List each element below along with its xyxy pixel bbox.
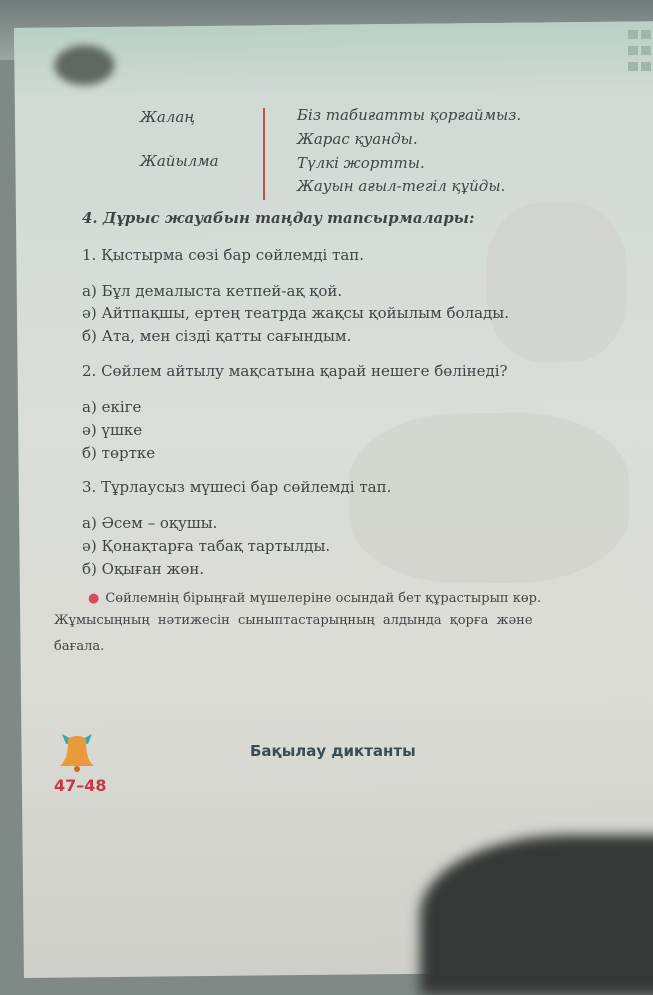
bullet-icon: ● — [88, 591, 100, 606]
lesson-number: 47–48 — [54, 776, 107, 795]
table-right-item: Түлкі жортты. — [297, 154, 425, 172]
table-left-label: Жалаң — [140, 108, 195, 126]
table-divider — [263, 108, 265, 200]
note-text: Сөйлемнің бірыңғай мүшелеріне осындай бет құрастырып көр. — [105, 591, 542, 606]
table-right-item: Жарас қуанды. — [297, 130, 418, 148]
q1-option-ae: ә) Айтпақшы, ертең театрда жақсы қойылым болады. — [82, 304, 509, 322]
q2-option-ae: ә) үшке — [82, 421, 143, 439]
q2-option-b: б) төртке — [82, 444, 156, 462]
table-right-item: Жауын ағыл-тегіл құйды. — [297, 177, 506, 195]
table-right-item: Біз табиғатты қорғаймыз. — [297, 106, 522, 124]
bell-icon — [54, 728, 100, 774]
q3-option-ae: ә) Қонақтарға табақ тартылды. — [82, 537, 331, 555]
question-1: 1. Қыстырма сөзі бар сөйлемді тап. — [82, 246, 365, 264]
q1-option-b: б) Ата, мен сізді қатты сағындым. — [82, 327, 352, 345]
question-3: 3. Тұрлаусыз мүшесі бар сөйлемді тап. — [82, 478, 392, 496]
q2-option-a: а) екіге — [82, 398, 142, 416]
note-line-1 — [88, 591, 541, 606]
question-2: 2. Сөйлем айтылу мақсатына қарай нешеге бөлінеді? — [82, 362, 508, 380]
table-left-label: Жайылма — [140, 152, 219, 170]
lesson-title: Бақылау диктанты — [250, 742, 416, 760]
q3-option-b: б) Оқыған жөн. — [82, 560, 205, 578]
note-line-2: Жұмысыңның нәтижесін сыныптастарыңның алдында қорға және — [54, 613, 533, 628]
note-line-3: бағала. — [54, 639, 105, 654]
task-heading: 4. Дұрыс жауабын таңдау тапсырмалары: — [82, 209, 475, 227]
q3-option-a: а) Әсем – оқушы. — [82, 514, 218, 532]
q1-option-a: а) Бұл демалыста кетпей-ақ қой. — [82, 282, 343, 300]
